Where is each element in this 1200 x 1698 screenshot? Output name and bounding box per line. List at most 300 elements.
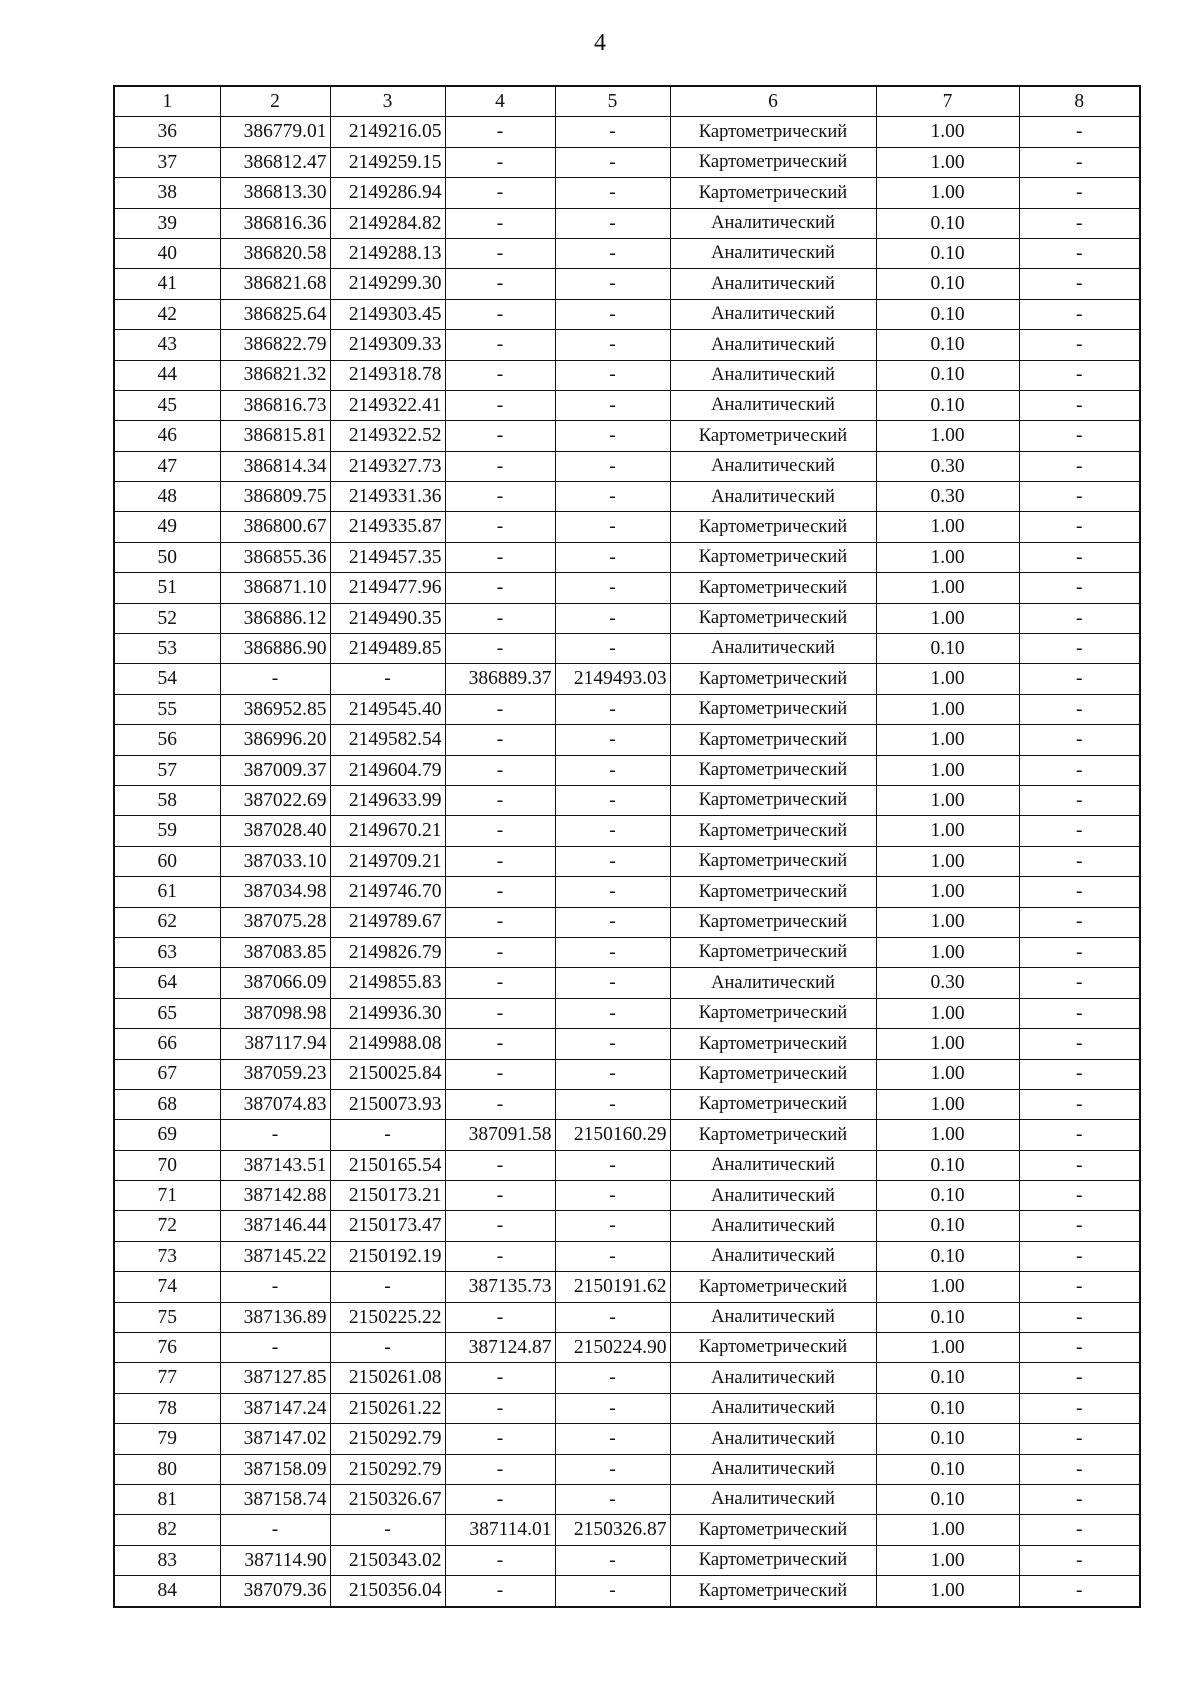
cell-precision: 0.10 (876, 1181, 1019, 1211)
cell-new-coord-y: - (555, 451, 670, 481)
page-number: 4 (594, 30, 606, 56)
table-row (114, 1120, 1140, 1150)
cell-coord-y: 2149489.85 (330, 634, 445, 664)
cell-new-coord-x: - (445, 1241, 555, 1271)
table-row (114, 178, 1140, 208)
cell-new-coord-y: - (555, 390, 670, 420)
cell-note: - (1019, 360, 1140, 390)
cell-note: - (1019, 1454, 1140, 1484)
table-row (114, 1150, 1140, 1180)
cell-precision: 0.10 (876, 634, 1019, 664)
cell-new-coord-y: - (555, 816, 670, 846)
table-row (114, 1545, 1140, 1575)
cell-method: Картометрический (670, 117, 876, 147)
cell-note: - (1019, 603, 1140, 633)
cell-note: - (1019, 330, 1140, 360)
cell-point-number: 45 (114, 390, 220, 420)
cell-method: Картометрический (670, 603, 876, 633)
cell-precision: 1.00 (876, 755, 1019, 785)
cell-note: - (1019, 1181, 1140, 1211)
cell-coord-x: 387158.09 (220, 1454, 330, 1484)
cell-new-coord-x: - (445, 634, 555, 664)
cell-coord-y: 2150225.22 (330, 1302, 445, 1332)
cell-note: - (1019, 208, 1140, 238)
cell-new-coord-x: - (445, 755, 555, 785)
cell-point-number: 52 (114, 603, 220, 633)
table-row (114, 147, 1140, 177)
cell-note: - (1019, 147, 1140, 177)
cell-new-coord-x: - (445, 1363, 555, 1393)
column-header-3: 3 (330, 86, 445, 117)
cell-coord-y: 2149288.13 (330, 238, 445, 268)
cell-new-coord-x: - (445, 694, 555, 724)
cell-coord-y: 2149670.21 (330, 816, 445, 846)
cell-coord-y: 2150261.08 (330, 1363, 445, 1393)
table-row (114, 1363, 1140, 1393)
cell-new-coord-x: 387091.58 (445, 1120, 555, 1150)
cell-coord-y: 2149335.87 (330, 512, 445, 542)
cell-point-number: 75 (114, 1302, 220, 1332)
cell-note: - (1019, 968, 1140, 998)
cell-note: - (1019, 1089, 1140, 1119)
cell-precision: 1.00 (876, 117, 1019, 147)
table-row (114, 755, 1140, 785)
cell-method: Картометрический (670, 694, 876, 724)
cell-method: Картометрический (670, 1272, 876, 1302)
table-row (114, 1272, 1140, 1302)
cell-note: - (1019, 694, 1140, 724)
cell-coord-y: 2149477.96 (330, 573, 445, 603)
cell-point-number: 46 (114, 421, 220, 451)
cell-point-number: 77 (114, 1363, 220, 1393)
cell-method: Картометрический (670, 573, 876, 603)
cell-precision: 0.10 (876, 238, 1019, 268)
cell-new-coord-x: 387135.73 (445, 1272, 555, 1302)
cell-new-coord-x: - (445, 1576, 555, 1607)
cell-new-coord-x: 387124.87 (445, 1333, 555, 1363)
column-header-6: 6 (670, 86, 876, 117)
cell-new-coord-y: - (555, 1059, 670, 1089)
cell-point-number: 66 (114, 1029, 220, 1059)
column-header-7: 7 (876, 86, 1019, 117)
cell-point-number: 80 (114, 1454, 220, 1484)
cell-new-coord-x: - (445, 512, 555, 542)
cell-point-number: 69 (114, 1120, 220, 1150)
cell-coord-y: - (330, 1333, 445, 1363)
cell-coord-y: 2150292.79 (330, 1454, 445, 1484)
cell-new-coord-y: - (555, 482, 670, 512)
cell-point-number: 48 (114, 482, 220, 512)
cell-point-number: 83 (114, 1545, 220, 1575)
cell-coord-y: 2149216.05 (330, 117, 445, 147)
cell-coord-y: 2149284.82 (330, 208, 445, 238)
cell-point-number: 76 (114, 1333, 220, 1363)
cell-precision: 0.10 (876, 269, 1019, 299)
column-header-1: 1 (114, 86, 220, 117)
cell-precision: 0.10 (876, 1424, 1019, 1454)
cell-new-coord-x: - (445, 785, 555, 815)
table-row (114, 1393, 1140, 1423)
cell-new-coord-y: - (555, 147, 670, 177)
cell-new-coord-x: - (445, 421, 555, 451)
cell-new-coord-y: - (555, 846, 670, 876)
cell-coord-y: 2149457.35 (330, 542, 445, 572)
cell-new-coord-x: - (445, 269, 555, 299)
cell-method: Аналитический (670, 1454, 876, 1484)
cell-coord-x: 387147.02 (220, 1424, 330, 1454)
cell-precision: 1.00 (876, 907, 1019, 937)
cell-coord-x: 387033.10 (220, 846, 330, 876)
table-row (114, 573, 1140, 603)
cell-method: Аналитический (670, 390, 876, 420)
cell-precision: 0.10 (876, 1363, 1019, 1393)
cell-method: Картометрический (670, 755, 876, 785)
cell-method: Картометрический (670, 1333, 876, 1363)
cell-point-number: 44 (114, 360, 220, 390)
cell-point-number: 61 (114, 877, 220, 907)
cell-method: Картометрический (670, 421, 876, 451)
cell-coord-x: 386855.36 (220, 542, 330, 572)
cell-coord-x: 386996.20 (220, 725, 330, 755)
cell-new-coord-y: - (555, 1029, 670, 1059)
cell-method: Аналитический (670, 1484, 876, 1514)
table-row (114, 785, 1140, 815)
cell-new-coord-x: - (445, 1393, 555, 1423)
cell-point-number: 38 (114, 178, 220, 208)
column-header-2: 2 (220, 86, 330, 117)
cell-new-coord-x: 386889.37 (445, 664, 555, 694)
cell-method: Аналитический (670, 1302, 876, 1332)
cell-precision: 1.00 (876, 573, 1019, 603)
cell-point-number: 79 (114, 1424, 220, 1454)
cell-coord-x: 387079.36 (220, 1576, 330, 1607)
cell-note: - (1019, 785, 1140, 815)
cell-point-number: 74 (114, 1272, 220, 1302)
cell-precision: 1.00 (876, 542, 1019, 572)
cell-new-coord-y: - (555, 117, 670, 147)
cell-new-coord-y: - (555, 785, 670, 815)
cell-coord-y: 2149309.33 (330, 330, 445, 360)
cell-method: Аналитический (670, 299, 876, 329)
cell-note: - (1019, 1302, 1140, 1332)
cell-new-coord-y: - (555, 937, 670, 967)
cell-note: - (1019, 846, 1140, 876)
table-row (114, 1576, 1140, 1607)
cell-new-coord-x: - (445, 1545, 555, 1575)
cell-coord-x: 386813.30 (220, 178, 330, 208)
cell-new-coord-y: - (555, 421, 670, 451)
table-row (114, 1515, 1140, 1545)
table-row (114, 1241, 1140, 1271)
cell-precision: 1.00 (876, 1029, 1019, 1059)
table-row (114, 1211, 1140, 1241)
cell-new-coord-y: - (555, 1576, 670, 1607)
column-header-4: 4 (445, 86, 555, 117)
cell-method: Аналитический (670, 208, 876, 238)
cell-new-coord-x: - (445, 968, 555, 998)
cell-new-coord-x: - (445, 147, 555, 177)
table-row (114, 542, 1140, 572)
cell-precision: 1.00 (876, 694, 1019, 724)
cell-new-coord-y: - (555, 360, 670, 390)
cell-new-coord-y: - (555, 208, 670, 238)
cell-note: - (1019, 238, 1140, 268)
cell-point-number: 56 (114, 725, 220, 755)
cell-precision: 0.10 (876, 1484, 1019, 1514)
cell-coord-x: - (220, 1120, 330, 1150)
cell-note: - (1019, 907, 1140, 937)
cell-new-coord-y: 2149493.03 (555, 664, 670, 694)
cell-coord-x: 386821.32 (220, 360, 330, 390)
cell-note: - (1019, 1029, 1140, 1059)
cell-point-number: 64 (114, 968, 220, 998)
cell-new-coord-y: - (555, 299, 670, 329)
cell-note: - (1019, 998, 1140, 1028)
cell-coord-x: 386809.75 (220, 482, 330, 512)
table-row (114, 451, 1140, 481)
cell-coord-y: 2150165.54 (330, 1150, 445, 1180)
cell-precision: 1.00 (876, 725, 1019, 755)
table-row (114, 1089, 1140, 1119)
cell-coord-y: 2150173.21 (330, 1181, 445, 1211)
cell-precision: 0.30 (876, 482, 1019, 512)
cell-coord-x: 387145.22 (220, 1241, 330, 1271)
cell-point-number: 43 (114, 330, 220, 360)
cell-new-coord-y: - (555, 877, 670, 907)
cell-method: Картометрический (670, 998, 876, 1028)
cell-coord-y: 2149299.30 (330, 269, 445, 299)
cell-coord-x: 386820.58 (220, 238, 330, 268)
cell-point-number: 42 (114, 299, 220, 329)
cell-precision: 1.00 (876, 147, 1019, 177)
cell-new-coord-x: - (445, 1211, 555, 1241)
cell-new-coord-x: - (445, 1424, 555, 1454)
cell-point-number: 71 (114, 1181, 220, 1211)
cell-point-number: 54 (114, 664, 220, 694)
cell-new-coord-x: - (445, 117, 555, 147)
cell-note: - (1019, 1150, 1140, 1180)
cell-new-coord-x: - (445, 542, 555, 572)
cell-precision: 1.00 (876, 1059, 1019, 1089)
cell-precision: 0.10 (876, 1150, 1019, 1180)
cell-new-coord-y: - (555, 634, 670, 664)
cell-point-number: 47 (114, 451, 220, 481)
cell-point-number: 39 (114, 208, 220, 238)
cell-new-coord-y: - (555, 1150, 670, 1180)
cell-new-coord-x: - (445, 1484, 555, 1514)
table-row (114, 877, 1140, 907)
cell-new-coord-x: - (445, 1029, 555, 1059)
cell-precision: 1.00 (876, 785, 1019, 815)
cell-new-coord-y: - (555, 603, 670, 633)
cell-note: - (1019, 725, 1140, 755)
cell-new-coord-x: - (445, 1454, 555, 1484)
cell-note: - (1019, 1515, 1140, 1545)
cell-coord-x: 387059.23 (220, 1059, 330, 1089)
cell-point-number: 84 (114, 1576, 220, 1607)
cell-coord-y: 2150025.84 (330, 1059, 445, 1089)
cell-new-coord-x: - (445, 937, 555, 967)
cell-method: Аналитический (670, 482, 876, 512)
cell-new-coord-x: - (445, 360, 555, 390)
column-header-8: 8 (1019, 86, 1140, 117)
cell-coord-x: 386821.68 (220, 269, 330, 299)
cell-new-coord-x: - (445, 907, 555, 937)
table-body (114, 117, 1140, 1607)
cell-new-coord-y: - (555, 512, 670, 542)
cell-coord-x: 386779.01 (220, 117, 330, 147)
table-row (114, 1484, 1140, 1514)
table-row (114, 664, 1140, 694)
cell-note: - (1019, 1211, 1140, 1241)
cell-note: - (1019, 1059, 1140, 1089)
cell-new-coord-y: - (555, 1241, 670, 1271)
cell-new-coord-y: - (555, 998, 670, 1028)
cell-precision: 1.00 (876, 178, 1019, 208)
table-row (114, 1029, 1140, 1059)
table-row (114, 1181, 1140, 1211)
table-row (114, 1302, 1140, 1332)
cell-coord-y: 2150173.47 (330, 1211, 445, 1241)
cell-coord-x: 387142.88 (220, 1181, 330, 1211)
table-row (114, 603, 1140, 633)
table-row (114, 208, 1140, 238)
cell-point-number: 65 (114, 998, 220, 1028)
cell-new-coord-x: - (445, 482, 555, 512)
cell-precision: 0.30 (876, 451, 1019, 481)
cell-method: Аналитический (670, 634, 876, 664)
cell-method: Картометрический (670, 1576, 876, 1607)
cell-coord-y: 2149746.70 (330, 877, 445, 907)
cell-precision: 1.00 (876, 421, 1019, 451)
cell-note: - (1019, 634, 1140, 664)
cell-point-number: 37 (114, 147, 220, 177)
cell-note: - (1019, 1241, 1140, 1271)
cell-precision: 0.10 (876, 1393, 1019, 1423)
cell-coord-x: 387158.74 (220, 1484, 330, 1514)
table-row (114, 360, 1140, 390)
cell-coord-y: 2149303.45 (330, 299, 445, 329)
cell-method: Картометрический (670, 512, 876, 542)
cell-coord-x: 387117.94 (220, 1029, 330, 1059)
cell-new-coord-y: - (555, 1393, 670, 1423)
cell-point-number: 41 (114, 269, 220, 299)
cell-coord-x: 387143.51 (220, 1150, 330, 1180)
cell-new-coord-x: - (445, 208, 555, 238)
cell-new-coord-x: - (445, 451, 555, 481)
cell-note: - (1019, 178, 1140, 208)
cell-method: Картометрический (670, 1545, 876, 1575)
cell-new-coord-y: - (555, 542, 670, 572)
cell-coord-y: 2150192.19 (330, 1241, 445, 1271)
cell-coord-x: 387083.85 (220, 937, 330, 967)
cell-new-coord-y: - (555, 178, 670, 208)
cell-new-coord-y: 2150160.29 (555, 1120, 670, 1150)
table-row (114, 1333, 1140, 1363)
cell-coord-y: 2149582.54 (330, 725, 445, 755)
cell-new-coord-y: - (555, 330, 670, 360)
cell-method: Картометрический (670, 1515, 876, 1545)
cell-precision: 1.00 (876, 937, 1019, 967)
cell-point-number: 82 (114, 1515, 220, 1545)
cell-coord-y: - (330, 1272, 445, 1302)
cell-precision: 0.10 (876, 1211, 1019, 1241)
cell-method: Аналитический (670, 238, 876, 268)
cell-note: - (1019, 390, 1140, 420)
table-row (114, 269, 1140, 299)
cell-method: Аналитический (670, 1150, 876, 1180)
cell-note: - (1019, 299, 1140, 329)
cell-coord-y: 2149331.36 (330, 482, 445, 512)
cell-coord-x: 387147.24 (220, 1393, 330, 1423)
cell-new-coord-y: - (555, 1302, 670, 1332)
cell-note: - (1019, 937, 1140, 967)
cell-coord-y: 2150261.22 (330, 1393, 445, 1423)
cell-point-number: 70 (114, 1150, 220, 1180)
cell-point-number: 53 (114, 634, 220, 664)
cell-note: - (1019, 1484, 1140, 1514)
table-row (114, 1059, 1140, 1089)
cell-method: Аналитический (670, 451, 876, 481)
cell-coord-x: 386952.85 (220, 694, 330, 724)
table-row (114, 330, 1140, 360)
cell-note: - (1019, 482, 1140, 512)
table-row (114, 846, 1140, 876)
cell-point-number: 36 (114, 117, 220, 147)
cell-method: Аналитический (670, 1211, 876, 1241)
cell-point-number: 63 (114, 937, 220, 967)
cell-precision: 0.10 (876, 1241, 1019, 1271)
cell-precision: 0.10 (876, 208, 1019, 238)
cell-new-coord-x: - (445, 846, 555, 876)
cell-method: Аналитический (670, 330, 876, 360)
cell-coord-x: 387074.83 (220, 1089, 330, 1119)
table-row (114, 238, 1140, 268)
cell-note: - (1019, 1393, 1140, 1423)
cell-new-coord-x: - (445, 178, 555, 208)
cell-precision: 1.00 (876, 603, 1019, 633)
cell-method: Аналитический (670, 360, 876, 390)
cell-note: - (1019, 542, 1140, 572)
cell-point-number: 78 (114, 1393, 220, 1423)
cell-new-coord-x: - (445, 573, 555, 603)
cell-point-number: 51 (114, 573, 220, 603)
cell-precision: 0.10 (876, 1302, 1019, 1332)
table-row (114, 421, 1140, 451)
cell-point-number: 81 (114, 1484, 220, 1514)
cell-new-coord-y: 2150191.62 (555, 1272, 670, 1302)
cell-note: - (1019, 1424, 1140, 1454)
cell-method: Аналитический (670, 968, 876, 998)
cell-new-coord-y: - (555, 269, 670, 299)
cell-new-coord-x: - (445, 238, 555, 268)
cell-precision: 1.00 (876, 816, 1019, 846)
cell-method: Картометрический (670, 846, 876, 876)
cell-new-coord-x: 387114.01 (445, 1515, 555, 1545)
cell-method: Картометрический (670, 1029, 876, 1059)
cell-precision: 1.00 (876, 1545, 1019, 1575)
cell-coord-x: 386886.90 (220, 634, 330, 664)
cell-coord-x: 387028.40 (220, 816, 330, 846)
cell-new-coord-x: - (445, 816, 555, 846)
cell-method: Картометрический (670, 725, 876, 755)
cell-method: Картометрический (670, 1059, 876, 1089)
table-row (114, 1454, 1140, 1484)
table-row (114, 512, 1140, 542)
cell-precision: 0.10 (876, 1454, 1019, 1484)
cell-coord-y: - (330, 1120, 445, 1150)
cell-method: Картометрический (670, 1120, 876, 1150)
